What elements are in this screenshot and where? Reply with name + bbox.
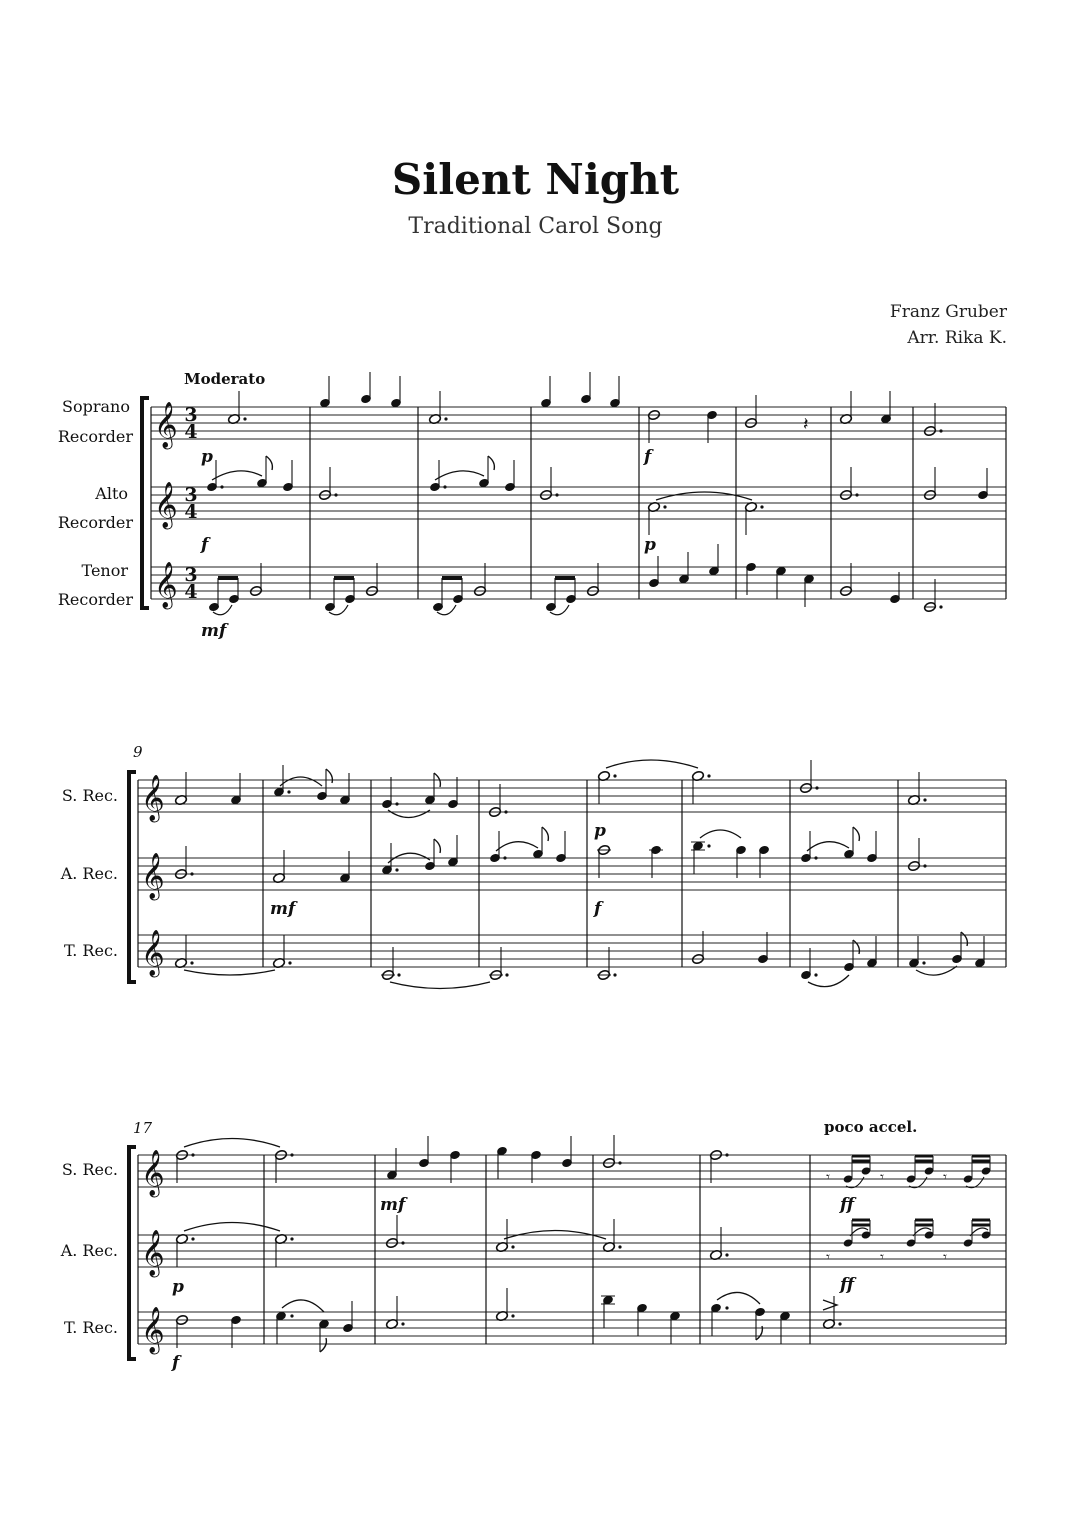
eighth-rest-icon: 𝄾 <box>943 1248 947 1266</box>
treble-clef-icon: 𝄞 <box>154 402 178 448</box>
instrument-name-alto: Alto <box>95 484 128 503</box>
dynamic-marking: mf <box>380 1195 406 1215</box>
eighth-pair <box>545 563 600 615</box>
treble-clef-icon: 𝄞 <box>154 482 178 528</box>
treble-clefs <box>154 402 178 610</box>
dynamic-marking: f <box>594 899 602 919</box>
arranger-credit: Arr. Rika K. <box>907 328 1007 348</box>
treble-clef-icon: 𝄞 <box>141 1150 165 1196</box>
system-bracket <box>129 1147 136 1359</box>
instrument-short-name: T. Rec. <box>63 941 118 960</box>
treble-clef-icon: 𝄞 <box>141 1307 165 1353</box>
system-1 <box>58 370 1006 641</box>
dynamic-marking: p <box>594 821 606 841</box>
time-sig-upper: 3 <box>184 484 198 506</box>
alto-notes <box>174 827 926 884</box>
dynamic-marking: f <box>644 447 652 467</box>
time-sig-upper: 3 <box>184 564 198 586</box>
measure-number: 9 <box>133 743 143 761</box>
sixteenth-pair <box>843 1156 872 1188</box>
instrument-short-name: A. Rec. <box>60 864 118 883</box>
instrument-name-soprano: Soprano <box>62 397 130 416</box>
eighth-pair <box>432 563 487 615</box>
instrument-name-soprano-line2: Recorder <box>57 427 133 446</box>
sixteenth-pair <box>963 1220 992 1248</box>
accent-icon <box>823 1300 837 1310</box>
treble-clef-icon: 𝄞 <box>141 930 165 976</box>
time-signatures <box>184 404 197 603</box>
instrument-name-tenor-line2: Recorder <box>57 590 133 609</box>
eighth-pair <box>324 563 379 615</box>
barlines <box>138 1155 1006 1344</box>
time-sig-lower: 4 <box>184 501 198 523</box>
tenor-notes <box>208 544 943 615</box>
instrument-name-alto-line2: Recorder <box>57 513 133 532</box>
time-sig-lower: 4 <box>184 421 198 443</box>
dynamic-marking: p <box>644 535 656 555</box>
score-title: Silent Night <box>391 155 680 204</box>
sixteenth-pair <box>906 1156 935 1188</box>
time-sig-upper: 3 <box>184 404 198 426</box>
system-bracket <box>142 398 149 608</box>
eighth-rest-icon: 𝄾 <box>880 1248 884 1266</box>
treble-clef-icon: 𝄞 <box>154 562 178 608</box>
eighth-rest-icon: 𝄾 <box>826 1168 830 1186</box>
system-2 <box>60 743 1006 989</box>
eighth-rest-icon: 𝄾 <box>880 1168 884 1186</box>
accel-marking: poco accel. <box>824 1118 918 1136</box>
treble-clefs <box>141 1150 165 1355</box>
dynamic-marking: mf <box>270 899 296 919</box>
treble-clefs <box>141 775 165 978</box>
measure-number: 17 <box>133 1119 153 1137</box>
treble-clef-icon: 𝄞 <box>141 775 165 821</box>
soprano-notes <box>174 760 926 818</box>
system-bracket <box>129 772 136 982</box>
dynamic-marking: f <box>201 535 209 555</box>
composer-credit: Franz Gruber <box>889 302 1007 322</box>
dynamic-marking: p <box>201 447 213 467</box>
score-subtitle: Traditional Carol Song <box>408 214 663 239</box>
instrument-short-name: S. Rec. <box>61 1160 118 1179</box>
tempo-marking: Moderato <box>184 370 266 388</box>
dynamic-marking: f <box>172 1353 180 1373</box>
staff-lines <box>138 1155 1006 1344</box>
staff-lines <box>151 407 1006 599</box>
sixteenth-pair <box>843 1220 872 1248</box>
system-3 <box>60 1118 1006 1373</box>
instrument-short-name: S. Rec. <box>61 786 118 805</box>
dynamic-marking: ff <box>840 1195 855 1215</box>
instrument-short-name: T. Rec. <box>63 1318 118 1337</box>
time-sig-lower: 4 <box>184 581 198 603</box>
treble-clef-icon: 𝄞 <box>141 1230 165 1276</box>
instrument-short-name: A. Rec. <box>60 1241 118 1260</box>
soprano-notes <box>175 1135 991 1188</box>
treble-clef-icon: 𝄞 <box>141 853 165 899</box>
tenor-notes <box>174 931 986 989</box>
sixteenth-pair <box>906 1220 935 1248</box>
instrument-name-tenor: Tenor <box>81 561 128 580</box>
eighth-rest-icon: 𝄾 <box>943 1168 947 1186</box>
dynamic-marking: ff <box>840 1275 855 1295</box>
eighth-rest-icon: 𝄾 <box>826 1248 830 1266</box>
sixteenth-pair <box>963 1156 992 1188</box>
dynamic-marking: p <box>172 1277 184 1297</box>
quarter-rest-icon: 𝄽 <box>803 414 809 435</box>
eighth-pair <box>208 563 263 615</box>
dynamic-marking: mf <box>201 621 227 641</box>
